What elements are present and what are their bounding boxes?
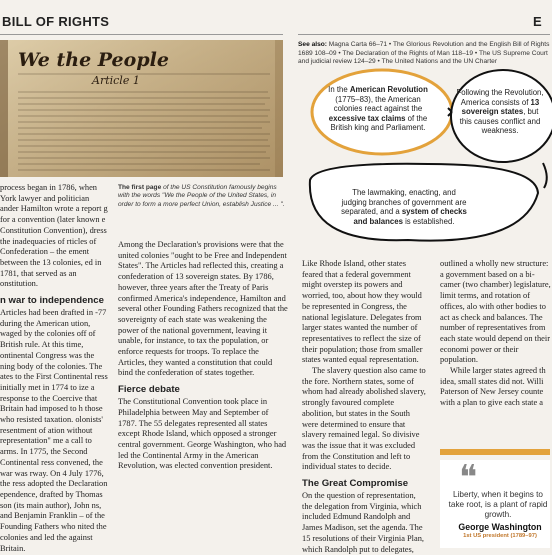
b2-pre: Following the Revolution, America consists of <box>456 88 544 107</box>
b1-bold2: excessive tax claims <box>328 113 406 123</box>
see-also-text: Magna Carta 66–71 • The Glorious Revolution and the English Bill of Rights 1689 108–09 • The Declaration of the Rights of Man 118–19 • The US Supreme Court and judicial review 124–29 • The United Nations and the UN Charter <box>298 41 550 66</box>
text-column-3 <box>302 259 428 555</box>
col2-paragraph-1: Among the Declaration's provisions were that the united colonies "ought to be Free and Independent States". The Articles had reflected this, creating a confederation of 13 sovereign states. By 1786, however, three years after the Treaty of Paris confirmed America's independence, Hamilton and several other Founding Fathers recognized that the sovereignty of each state was weakening the power of the national government, leaving it unable, for instance, to tax the population, or enforce requests for troops. To replace the Articles, they wanted a constitution that could bind the confederation of states together. <box>118 240 288 378</box>
text-column-2 <box>118 240 288 472</box>
caption-bold: The first page <box>118 184 162 191</box>
b3-post: is established. <box>402 216 455 226</box>
header-rule <box>0 34 283 35</box>
col2-paragraph-2: The Constitutional Convention took place in Philadelphia between May and September of 1787. The 55 delegates represented all states except Rhode Island, which opposed a stronger central government. George Washington, who had led the Continental Army in the American Revolution, was elected convention president. <box>118 397 287 471</box>
b1-bold1: American Revolution <box>349 85 428 94</box>
see-also-label: See also: <box>298 41 327 48</box>
constitution-document-image <box>0 40 283 177</box>
col4-paragraph-2: While larger states agreed th idea, small states did not. Willi Paterson of New Jersey counte with a plan to give each state a <box>440 366 546 408</box>
header-rule-right <box>298 34 550 35</box>
page-header-right: E <box>533 14 542 29</box>
caption-text: of the US Constitution famously begins with the words "We the People of the United States, in order to form a more perfect Union, establish Justice ... ". <box>118 184 285 208</box>
b2-post: , but this causes conflict and weakness. <box>459 107 541 136</box>
b3-pre: The lawmaking, enacting, and judging branches of government are separated, and a <box>341 188 467 217</box>
col2-heading: Fierce debate <box>118 384 180 396</box>
col1-paragraph-1: process began in 1786, when York lawyer and politician ander Hamilton wrote a report g for a convention (later known e Constitution Convention), dress the inadequacies of rticles of Confederation – the ement between the 13 colonies, ed in 1781, that served as an onstitution. <box>0 183 108 289</box>
col3-paragraph-3: On the question of representation, the delegation from Virginia, which included Edmund Randolph and James Madison, set the agenda. The 15 resolutions of their Virginia Plan, which Randolph put to delegates, <box>302 491 425 554</box>
text-column-4 <box>440 259 552 409</box>
bubble-3-text <box>340 188 468 226</box>
b3-bold: system of checks and balances <box>353 207 467 226</box>
connector-arrow-icon <box>543 163 547 188</box>
we-the-people-script: We the People <box>18 49 169 71</box>
image-caption <box>118 184 285 209</box>
page-header-left: BILL OF RIGHTS <box>2 14 110 29</box>
col3-paragraph-1: Like Rhode Island, other states feared that a federal government might overstep its powers and worried, too, about how they would be represented in Congress, the national legislature. Delegates from larger states wanted the number of representatives to reflect the size of their population; those from smaller states wanted equal representation. <box>302 259 423 365</box>
quote-author: George Washington <box>458 522 542 532</box>
col4-paragraph-1: outlined a wholly new structure: a government based on a bi-camer (two chamber) legislature, limit terms, and rotation of offices, alo with other bodies to act as check and balances. The number of representatives from each state would depend on their economi power or their population. <box>440 259 551 365</box>
quote-accent-bar <box>440 449 550 455</box>
quote-author-role: 1st US president (1789–97) <box>463 533 537 539</box>
article-script: Article 1 <box>92 74 140 87</box>
bubble-1-text <box>322 85 434 133</box>
col1-paragraph-2: Articles had been drafted in -77 during the American ution, waged by the colonies off of British rule. At this time, ontinental Congress was the ning body of the colonies. The ates to the First Continental ress initially met in 1774 to ize a response to the Coercive that Britain had imposed to h those who resisted taxation. olonists' resentment of ation without representation" me a call to arms. In 1775, the Second Continental ress convened, the war was rway. On 4 July 1776, the ress adopted the Declaration ependence, drafted by Thomas son (its main author), John ns, and Benjamin Franklin – of the Founding Fathers who nited the colonies and led the against Britain. <box>0 308 108 553</box>
see-also <box>298 41 550 67</box>
b1-post: of the British king and Parliament. <box>330 113 428 133</box>
col3-paragraph-2: The slavery question also came to the fore. Northern states, some of whom had already abolished slavery, strongly favoured complete abolition, but states in the South were determined to ensure that slavery remained legal. So divisive was the issue that it was excluded from the Constitution and left to individual states to decide. <box>302 366 426 472</box>
constitution-parchment-icon <box>0 40 283 177</box>
b1-pre: In the <box>328 85 350 94</box>
quote-mark-icon: ❝ <box>459 460 478 497</box>
col1-heading: n war to independence <box>0 295 104 307</box>
bubble-2-text <box>455 88 545 136</box>
b2-bold: 13 sovereign states <box>461 97 540 117</box>
quote-text: Liberty, when it begins to take root, is a plant of rapid growth. <box>448 490 548 519</box>
b1-mid: (1775–83), the American colonies react against the <box>333 94 423 114</box>
text-column-1 <box>0 183 108 554</box>
col3-heading: The Great Compromise <box>302 478 409 490</box>
